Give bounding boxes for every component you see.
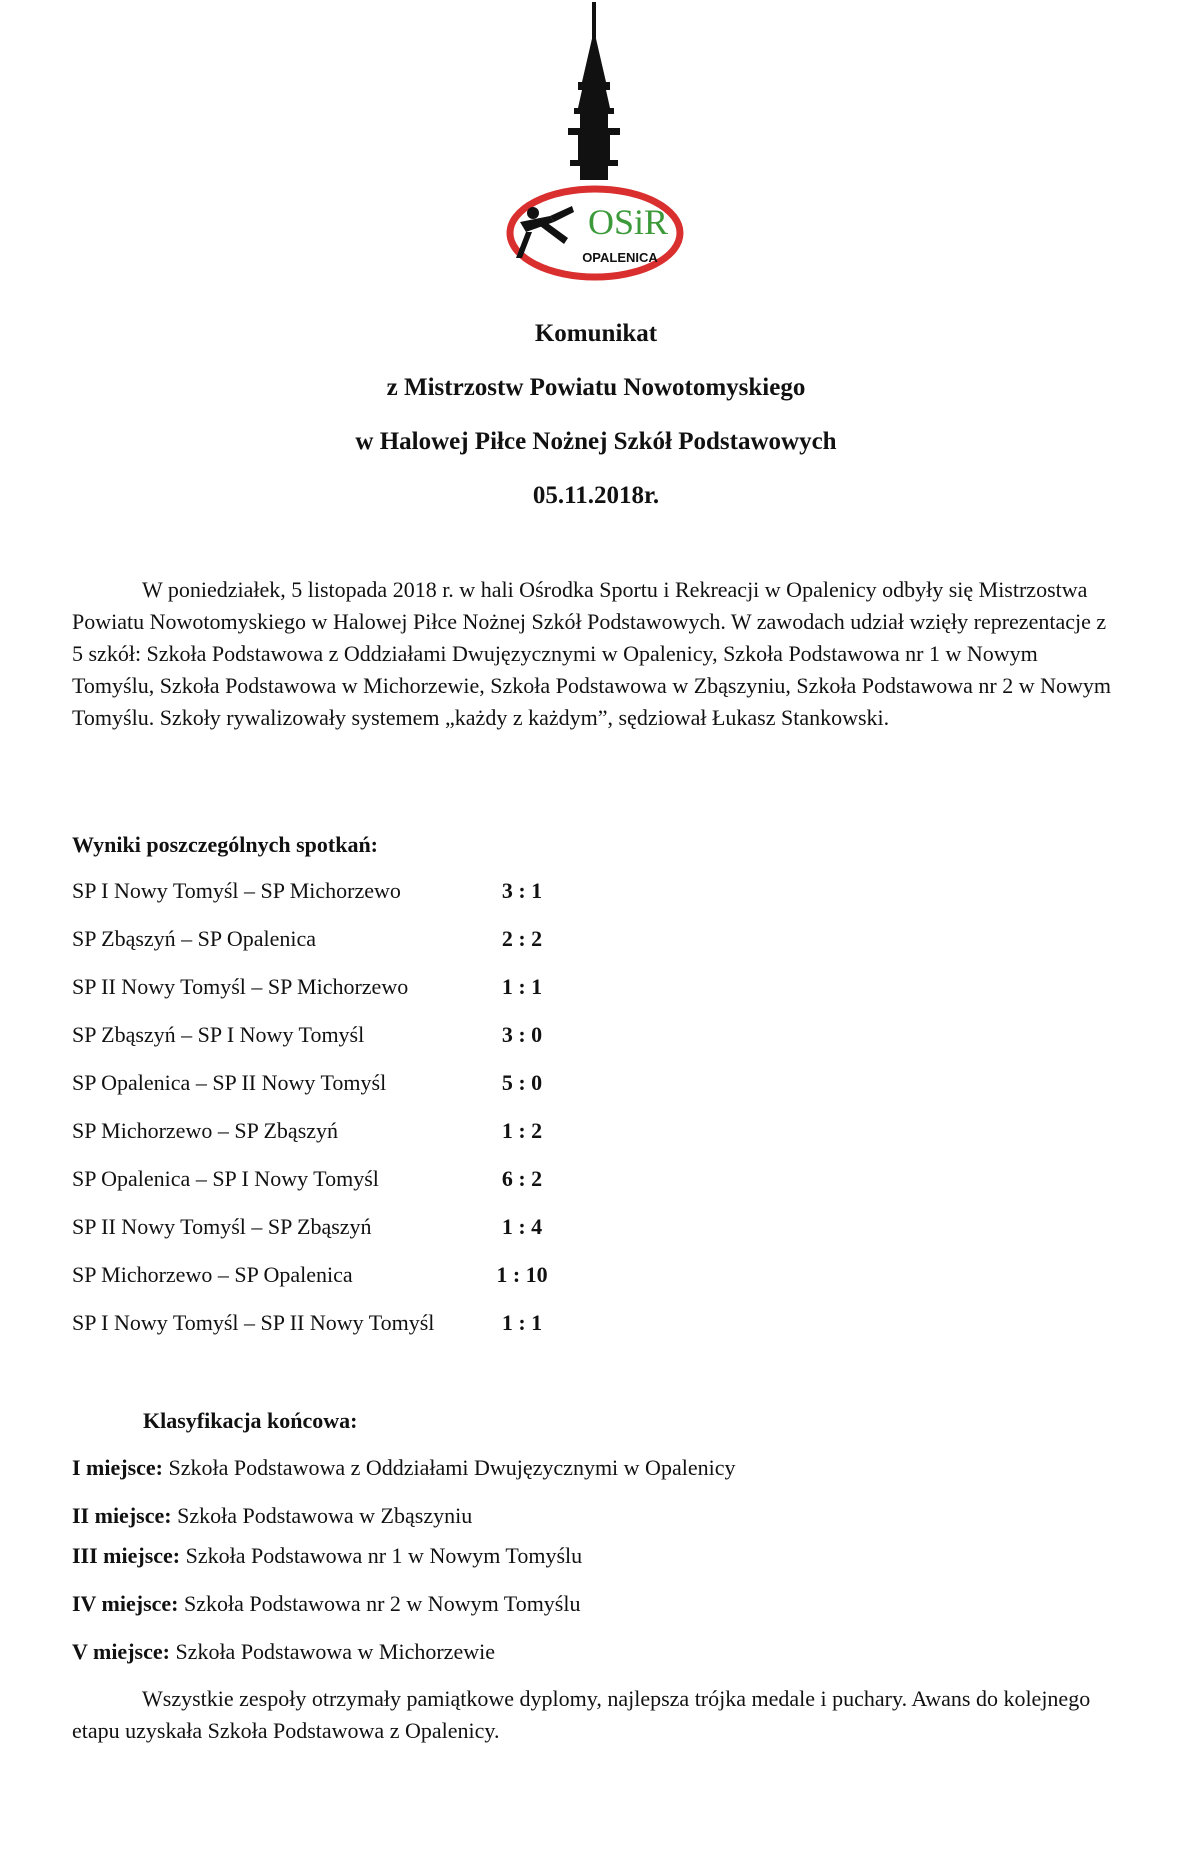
match-score: 1 : 1	[501, 1310, 543, 1335]
results-title: Wyniki poszczególnych spotkań:	[72, 832, 379, 857]
closing-paragraph	[72, 1683, 1120, 1747]
match-row	[72, 974, 632, 1004]
match-score: 3 : 0	[501, 1022, 543, 1047]
match-teams: SP II Nowy Tomyśl – SP Zbąszyń	[72, 1214, 372, 1239]
place-school: Szkoła Podstawowa z Oddziałami Dwujęzycznymi w Opalenicy	[168, 1455, 736, 1480]
match-score: 1 : 1	[501, 974, 543, 999]
place-row	[72, 1639, 495, 1665]
heading-subtitle: z Mistrzostw Powiatu Nowotomyskiego	[386, 374, 806, 401]
logo-city-text: OPALENICA	[582, 250, 658, 265]
closing-text: Wszystkie zespoły otrzymały pamiątkowe dyplomy, najlepsza trójka medale i puchary. Awans do kolejnego etapu uzyskała Szkoła Podstawowa z Opalenicy.	[72, 1686, 1091, 1743]
match-teams: SP Opalenica – SP I Nowy Tomyśl	[72, 1166, 379, 1191]
osir-opalenica-logo	[470, 0, 720, 285]
match-score: 5 : 0	[501, 1070, 543, 1095]
match-score: 1 : 10	[496, 1262, 548, 1287]
match-teams: SP Zbąszyń – SP I Nowy Tomyśl	[72, 1022, 365, 1047]
place-row	[72, 1543, 582, 1569]
match-teams: SP Zbąszyń – SP Opalenica	[72, 926, 317, 951]
match-teams: SP Michorzewo – SP Zbąszyń	[72, 1118, 339, 1143]
place-school: Szkoła Podstawowa nr 2 w Nowym Tomyślu	[184, 1591, 581, 1616]
match-row	[72, 1070, 632, 1100]
match-teams: SP II Nowy Tomyśl – SP Michorzewo	[72, 974, 409, 999]
place-label: II miejsce:	[72, 1503, 172, 1528]
heading-title: Komunikat	[534, 320, 658, 347]
match-teams: SP Opalenica – SP II Nowy Tomyśl	[72, 1070, 387, 1095]
intro-paragraph	[72, 574, 1120, 734]
intro-text: W poniedziałek, 5 listopada 2018 r. w hali Ośrodka Sportu i Rekreacji w Opalenicy odbyły się Mistrzostwa Powiatu Nowotomyskiego w Halowej Piłce Nożnej Szkół Podstawowych. W zawodach udział wzięły reprezentacje z 5 szkół: Szkoła Podstawowa z Oddziałami Dwujęzycznymi w Opalenicy, Szkoła Podstawowa nr 1 w Nowym Tomyślu, Szkoła Podstawowa w Michorzewie, Szkoła Podstawowa w Zbąszyniu, Szkoła Podstawowa nr 2 w Nowym Tomyślu. Szkoły rywalizowały systemem „każdy z każdym”, sędziował Łukasz Stankowski.	[72, 577, 1112, 730]
place-row	[72, 1591, 580, 1617]
match-teams: SP I Nowy Tomyśl – SP II Nowy Tomyśl	[72, 1310, 435, 1335]
match-teams: SP I Nowy Tomyśl – SP Michorzewo	[72, 878, 401, 903]
match-row	[72, 878, 632, 908]
classification-title: Klasyfikacja końcowa:	[143, 1408, 358, 1433]
heading-date: 05.11.2018r.	[532, 482, 660, 509]
place-row	[72, 1455, 735, 1481]
place-label: V miejsce:	[72, 1639, 170, 1664]
match-score: 2 : 2	[501, 926, 543, 951]
tower-icon	[568, 2, 620, 180]
match-row	[72, 1022, 632, 1052]
heading-competition: w Halowej Piłce Nożnej Szkół Podstawowych	[355, 428, 837, 455]
match-row	[72, 1262, 632, 1292]
place-label: III miejsce:	[72, 1543, 181, 1568]
place-school: Szkoła Podstawowa w Zbąszyniu	[177, 1503, 473, 1528]
match-row	[72, 926, 632, 956]
place-label: IV miejsce:	[72, 1591, 179, 1616]
place-label: I miejsce:	[72, 1455, 164, 1480]
place-school: Szkoła Podstawowa w Michorzewie	[175, 1639, 495, 1664]
match-score: 1 : 2	[501, 1118, 543, 1143]
place-school: Szkoła Podstawowa nr 1 w Nowym Tomyślu	[185, 1543, 583, 1568]
match-row	[72, 1310, 632, 1340]
match-teams: SP Michorzewo – SP Opalenica	[72, 1262, 353, 1287]
match-row	[72, 1214, 632, 1244]
match-score: 1 : 4	[501, 1214, 543, 1239]
match-row	[72, 1166, 632, 1196]
match-score: 3 : 1	[501, 878, 543, 903]
match-row	[72, 1118, 632, 1148]
logo-osir-text: OSiR	[587, 202, 669, 242]
place-row	[72, 1503, 472, 1529]
match-score: 6 : 2	[501, 1166, 543, 1191]
